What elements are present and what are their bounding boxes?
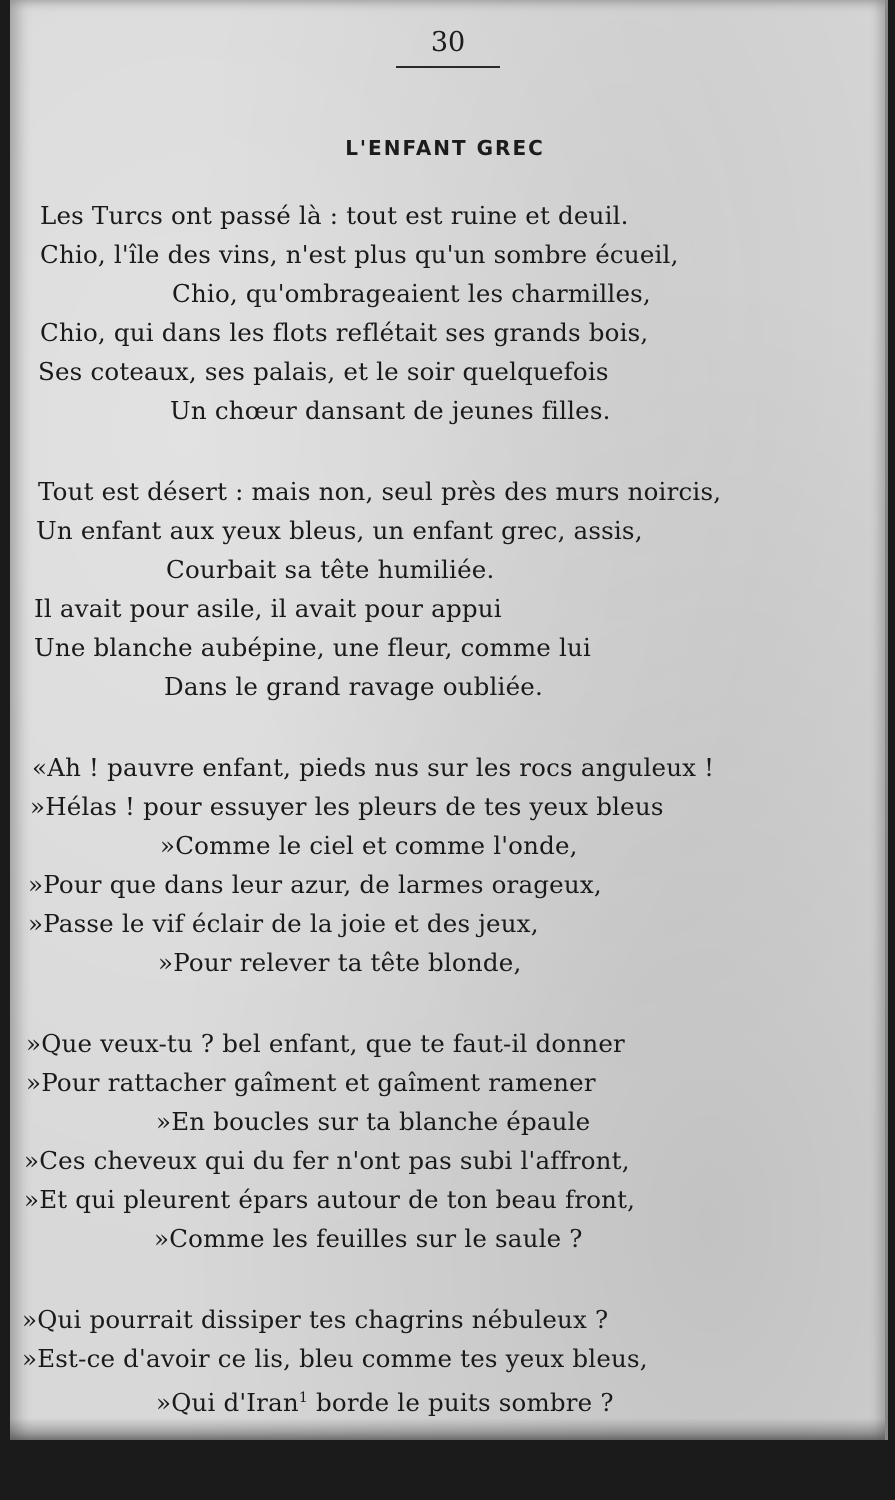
- footnote-reference: 1: [298, 1390, 308, 1406]
- book-page: [10, 0, 888, 1440]
- poem-line-tail: borde le puits sombre ?: [315, 1388, 614, 1417]
- poem-line: »Est-ce d'avoir ce lis, bleu comme tes yeux bleus,: [22, 1344, 648, 1373]
- poem-line: »Qui pourrait dissiper tes chagrins nébuleux ?: [22, 1305, 609, 1334]
- poem-title: L'ENFANT GREC: [345, 136, 545, 160]
- poem-line: Courbait sa tête humiliée.: [166, 555, 495, 584]
- poem-line: »Pour rattacher gaîment et gaîment ramener: [26, 1068, 596, 1097]
- poem-line: »Que veux-tu ? bel enfant, que te faut-il donner: [26, 1029, 625, 1058]
- poem-line: »Hélas ! pour essuyer les pleurs de tes yeux bleus: [30, 792, 664, 821]
- poem-body: [10, 0, 885, 1440]
- poem-line: Un enfant aux yeux bleus, un enfant grec, assis,: [36, 516, 643, 545]
- poem-line: Chio, qu'ombrageaient les charmilles,: [172, 279, 651, 308]
- page-number: 30: [430, 27, 466, 58]
- poem-line: »Et qui pleurent épars autour de ton beau front,: [24, 1185, 636, 1214]
- poem-line: Les Turcs ont passé là : tout est ruine et deuil.: [40, 201, 629, 230]
- poem-line: »Passe le vif éclair de la joie et des jeux,: [28, 909, 539, 938]
- poem-line: »Pour que dans leur azur, de larmes orageux,: [28, 870, 602, 899]
- poem-line: Une blanche aubépine, une fleur, comme lui: [34, 633, 592, 662]
- poem-line-with-footnote: [156, 1382, 614, 1419]
- poem-line: »Comme les feuilles sur le saule ?: [154, 1224, 583, 1253]
- poem-line: Dans le grand ravage oubliée.: [164, 672, 543, 701]
- poem-line: »Comme le ciel et comme l'onde,: [160, 831, 578, 860]
- poem-line: «Ah ! pauvre enfant, pieds nus sur les rocs anguleux !: [32, 753, 715, 782]
- poem-line: Un chœur dansant de jeunes filles.: [170, 396, 611, 425]
- poem-line-head: »Qui d'Iran: [156, 1388, 299, 1417]
- poem-line: Il avait pour asile, il avait pour appui: [34, 594, 502, 623]
- poem-line: Chio, l'île des vins, n'est plus qu'un sombre écueil,: [40, 240, 679, 269]
- poem-line: »Ces cheveux qui du fer n'ont pas subi l'affront,: [24, 1146, 630, 1175]
- poem-line: Chio, qui dans les flots reflétait ses grands bois,: [40, 318, 649, 347]
- page-bottom-edge: [10, 1418, 885, 1440]
- poem-line: »En boucles sur ta blanche épaule: [156, 1107, 591, 1136]
- poem-line: Ses coteaux, ses palais, et le soir quelquefois: [38, 357, 609, 386]
- poem-line: »Pour relever ta tête blonde,: [158, 948, 522, 977]
- poem-line: Tout est désert : mais non, seul près des murs noircis,: [38, 477, 722, 506]
